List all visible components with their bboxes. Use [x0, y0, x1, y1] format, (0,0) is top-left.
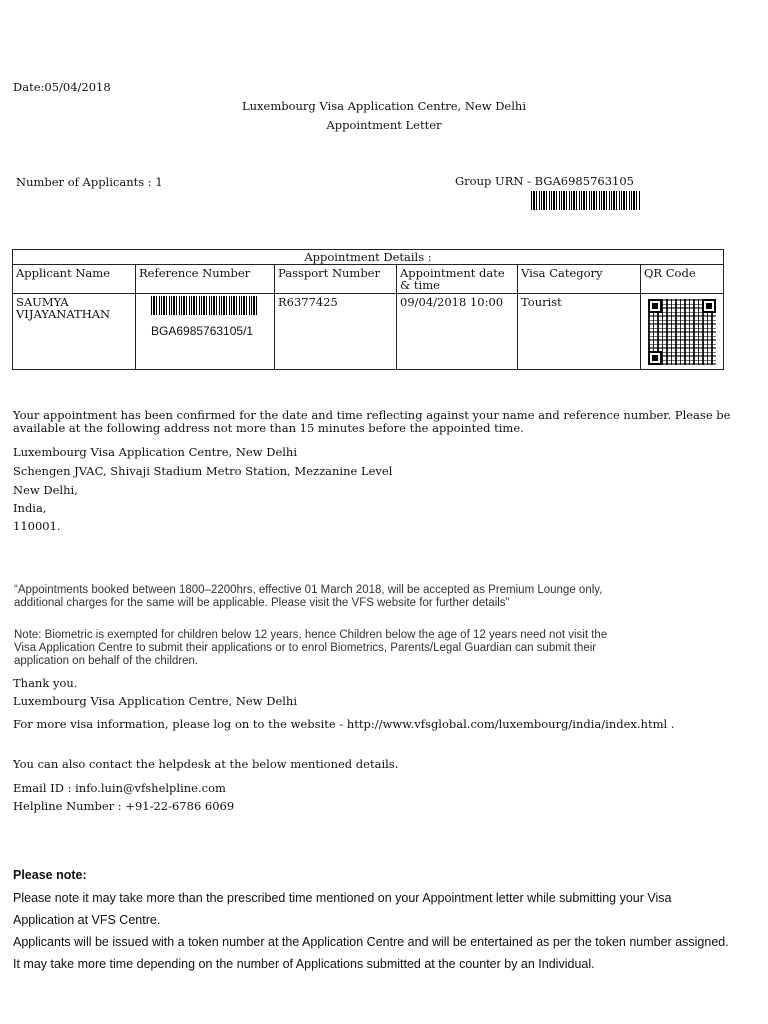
address-line-3: New Delhi, — [13, 483, 78, 497]
please-note-line-4: It may take more time depending on the number of Applications submitted at the counter by an Individual. — [13, 957, 595, 971]
reference-barcode — [151, 296, 257, 315]
please-note-heading: Please note: — [13, 868, 87, 882]
website-info: For more visa information, please log on to the website - http://www.vfsglobal.com/luxembourg/india/index.html . — [13, 717, 675, 731]
premium-lounge-note: “Appointments booked between 1800–2200hrs, effective 01 March 2018, will be accepted as Premium Lounge only, additional charges for the same will be applicable. Please visit the VFS website for further details” — [14, 584, 603, 609]
address-line-2: Schengen JVAC, Shivaji Stadium Metro Station, Mezzanine Level — [13, 464, 393, 478]
header-qr-code: QR Code — [641, 265, 724, 294]
address-line-4: India, — [13, 501, 47, 515]
header-visa-category: Visa Category — [518, 265, 641, 294]
confirmation-text: Your appointment has been confirmed for the date and time reflecting against your name and reference number. Please be available at the following address not more than 15 minutes before the appointed time. — [13, 408, 731, 435]
header-passport-number: Passport Number — [275, 265, 397, 294]
centre-title: Luxembourg Visa Application Centre, New Delhi — [241, 99, 526, 113]
table-row — [13, 294, 724, 370]
address-line-1: Luxembourg Visa Application Centre, New Delhi — [13, 445, 298, 459]
table-caption: Appointment Details : — [13, 250, 724, 265]
applicants-count: Number of Applicants : 1 — [16, 175, 163, 189]
letter-date: Date:05/04/2018 — [13, 80, 111, 94]
please-note-line-3: Applicants will be issued with a token number at the Application Centre and will be entertained as per the token number assigned. — [13, 935, 729, 949]
header-appointment-date: Appointment date & time — [397, 265, 518, 294]
group-urn: Group URN - BGA6985763105 — [455, 174, 634, 188]
group-urn-barcode — [531, 191, 641, 210]
qr-code-image — [648, 299, 716, 365]
please-note-line-1: Please note it may take more than the prescribed time mentioned on your Appointment letter while submitting your Visa — [13, 891, 672, 905]
address-line-5: 110001. — [13, 519, 61, 533]
appointment-table — [12, 249, 724, 370]
signoff-centre: Luxembourg Visa Application Centre, New Delhi — [13, 694, 298, 708]
helpdesk-info: You can also contact the helpdesk at the below mentioned details. — [13, 757, 399, 771]
helpline-number: Helpline Number : +91-22-6786 6069 — [13, 799, 235, 813]
biometric-note: Note: Biometric is exempted for children below 12 years, hence Children below the age of 12 years need not visit the Visa Application Centre to submit their applications or to enrol Biometrics, Parents/Legal Guardian can submit their application on behalf of the children. — [14, 629, 608, 667]
reference-number: BGA6985763105/1 — [151, 324, 254, 338]
qr-cell — [641, 294, 724, 370]
visa-category: Tourist — [518, 294, 641, 370]
applicant-name: SAUMYA VIJAYANATHAN — [13, 294, 136, 370]
thank-you: Thank you. — [13, 676, 78, 690]
header-reference-number: Reference Number — [136, 265, 275, 294]
table-header-row — [13, 265, 724, 294]
please-note-line-2: Application at VFS Centre. — [13, 913, 161, 927]
header-applicant-name: Applicant Name — [13, 265, 136, 294]
passport-number: R6377425 — [275, 294, 397, 370]
helpdesk-email: Email ID : info.luin@vfshelpline.com — [13, 781, 226, 795]
reference-cell — [136, 294, 275, 370]
letter-title: Appointment Letter — [326, 118, 442, 132]
appointment-datetime: 09/04/2018 10:00 — [397, 294, 518, 370]
